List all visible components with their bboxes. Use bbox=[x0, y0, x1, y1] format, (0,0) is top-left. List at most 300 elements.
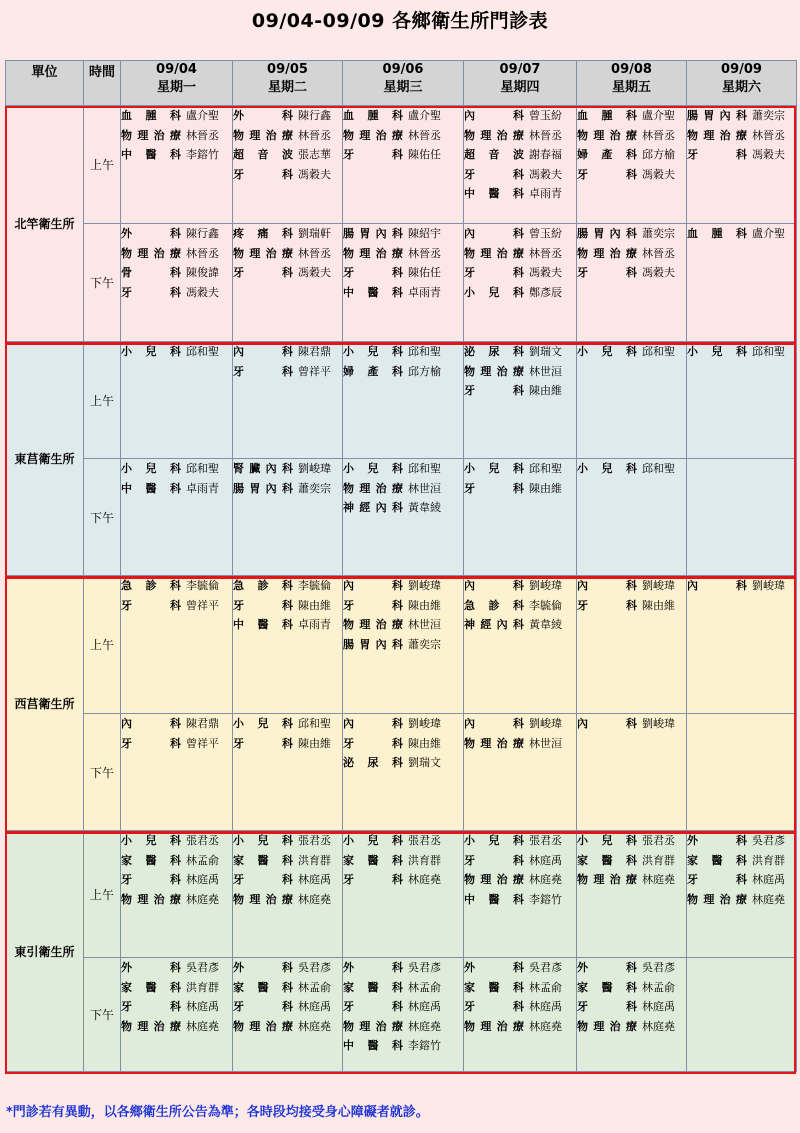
schedule-cell bbox=[577, 958, 687, 1072]
clinic-entry bbox=[121, 145, 232, 165]
doctor-name: 張志華 bbox=[298, 148, 331, 161]
session-row bbox=[6, 459, 797, 576]
clinic-entry bbox=[233, 831, 342, 851]
clinic-entry bbox=[687, 342, 796, 362]
doctor-name: 林世洹 bbox=[408, 481, 441, 495]
department: 小 兒 科 bbox=[121, 462, 181, 475]
doctor-name: 馮穀夫 bbox=[752, 148, 785, 161]
clinic-name: 西莒衛生所 bbox=[6, 576, 84, 831]
department: 牙 科 bbox=[121, 873, 181, 886]
doctor-name: 卓雨青 bbox=[186, 481, 219, 495]
department: 外 科 bbox=[687, 834, 747, 847]
clinic-entry bbox=[464, 342, 576, 362]
clinic-entry bbox=[233, 576, 342, 596]
clinic-entry bbox=[233, 342, 342, 362]
clinic-entry bbox=[233, 870, 342, 890]
header-weekday: 星期五 bbox=[611, 80, 651, 95]
schedule-cell bbox=[577, 342, 687, 459]
schedule-cell bbox=[464, 831, 577, 958]
clinic-entry bbox=[464, 263, 576, 283]
doctor-name: 劉峻瑋 bbox=[529, 579, 562, 592]
schedule-cell bbox=[687, 576, 797, 714]
department: 物理治療 bbox=[464, 364, 524, 378]
clinic-entry bbox=[577, 263, 686, 283]
doctor-name: 林庭禹 bbox=[186, 873, 219, 886]
department: 內 科 bbox=[464, 579, 524, 592]
clinic-entry bbox=[464, 978, 576, 998]
clinic-entry bbox=[687, 126, 796, 146]
schedule-cell bbox=[687, 342, 797, 459]
clinic-entry bbox=[343, 126, 463, 146]
department: 腸胃內科 bbox=[343, 227, 403, 240]
department: 物理治療 bbox=[233, 892, 293, 906]
clinic-entry bbox=[343, 283, 463, 303]
doctor-name: 張君丞 bbox=[642, 834, 675, 847]
clinic-entry bbox=[343, 596, 463, 616]
department: 牙 科 bbox=[577, 167, 637, 181]
department: 物理治療 bbox=[121, 246, 181, 260]
doctor-name: 邱方榆 bbox=[642, 148, 675, 161]
schedule-cell bbox=[233, 831, 343, 958]
clinic-entry bbox=[343, 145, 463, 165]
schedule-cell bbox=[233, 958, 343, 1072]
department: 物理治療 bbox=[121, 892, 181, 906]
clinic-entry bbox=[464, 1017, 576, 1037]
doctor-name: 林庭堯 bbox=[298, 1019, 331, 1033]
department: 小 兒 科 bbox=[577, 834, 637, 847]
department: 牙 科 bbox=[233, 1000, 293, 1013]
clinic-entry bbox=[121, 851, 232, 871]
clinic-entry bbox=[233, 165, 342, 185]
clinic-entry bbox=[687, 870, 796, 890]
doctor-name: 張君丞 bbox=[529, 834, 562, 847]
doctor-name: 陳佑任 bbox=[408, 148, 441, 161]
department: 牙 科 bbox=[343, 266, 403, 279]
clinic-entry bbox=[233, 851, 342, 871]
doctor-name: 洪育群 bbox=[298, 853, 331, 867]
department: 內 科 bbox=[343, 717, 403, 730]
department: 腸胃內科 bbox=[233, 481, 293, 495]
doctor-name: 吳君彥 bbox=[529, 961, 562, 974]
doctor-name: 劉峻瑋 bbox=[298, 462, 331, 475]
clinic-entry bbox=[687, 576, 796, 596]
clinic-entry bbox=[577, 145, 686, 165]
clinic-entry bbox=[233, 263, 342, 283]
header-date: 09/04 bbox=[156, 62, 197, 77]
doctor-name: 馮穀夫 bbox=[298, 167, 331, 181]
clinic-entry bbox=[343, 635, 463, 655]
header-weekday: 星期三 bbox=[383, 80, 423, 95]
clinic-entry bbox=[577, 997, 686, 1017]
department: 牙 科 bbox=[687, 148, 747, 161]
department: 內 科 bbox=[464, 109, 524, 122]
doctor-name: 林晉丞 bbox=[529, 246, 562, 260]
department: 小 兒 科 bbox=[687, 345, 747, 358]
doctor-name: 曾祥平 bbox=[186, 598, 219, 612]
department: 物理治療 bbox=[233, 128, 293, 142]
session-row bbox=[6, 106, 797, 224]
department: 物理治療 bbox=[343, 618, 403, 631]
department: 小 兒 科 bbox=[121, 345, 181, 358]
clinic-entry bbox=[343, 870, 463, 890]
schedule-cell bbox=[464, 576, 577, 714]
department: 牙 科 bbox=[233, 736, 293, 750]
department: 中 醫 科 bbox=[464, 187, 524, 200]
doctor-name: 馮穀夫 bbox=[298, 266, 331, 279]
schedule-cell bbox=[121, 224, 233, 342]
clinic-entry bbox=[343, 224, 463, 244]
doctor-name: 張君丞 bbox=[408, 834, 441, 847]
header-date: 09/05 bbox=[267, 62, 308, 77]
footnote: *門診若有異動，以各鄉衛生所公告為準；各時段均接受身心障礙者就診。 bbox=[6, 1105, 429, 1120]
clinic-entry bbox=[577, 1017, 686, 1037]
clinic-entry bbox=[464, 145, 576, 165]
clinic-entry bbox=[343, 459, 463, 479]
doctor-name: 邱和聖 bbox=[642, 345, 675, 358]
clinic-entry bbox=[233, 615, 342, 635]
doctor-name: 林庭堯 bbox=[529, 873, 562, 886]
clinic-entry bbox=[464, 851, 576, 871]
schedule-cell bbox=[687, 106, 797, 224]
department: 物理治療 bbox=[577, 1019, 637, 1033]
clinic-entry bbox=[233, 890, 342, 910]
header-time: 時間 bbox=[84, 61, 121, 106]
doctor-name: 陳由維 bbox=[529, 481, 562, 495]
doctor-name: 陳由維 bbox=[529, 384, 562, 397]
doctor-name: 邱和聖 bbox=[186, 462, 219, 475]
clinic-entry bbox=[343, 1017, 463, 1037]
clinic-entry bbox=[343, 958, 463, 978]
doctor-name: 陳由維 bbox=[408, 598, 441, 612]
doctor-name: 劉峻瑋 bbox=[642, 717, 675, 730]
clinic-entry bbox=[233, 459, 342, 479]
clinic-entry bbox=[343, 498, 463, 518]
schedule-cell bbox=[233, 224, 343, 342]
clinic-entry bbox=[121, 714, 232, 734]
department: 中 醫 科 bbox=[233, 618, 293, 631]
doctor-name: 林庭禹 bbox=[642, 1000, 675, 1013]
schedule-cell bbox=[343, 576, 464, 714]
header-unit: 單位 bbox=[6, 61, 84, 106]
doctor-name: 陳君鼎 bbox=[186, 717, 219, 730]
schedule-cell bbox=[687, 714, 797, 831]
clinic-block-dongyin bbox=[6, 831, 797, 1072]
doctor-name: 林庭堯 bbox=[642, 1019, 675, 1033]
department: 物理治療 bbox=[343, 246, 403, 260]
department: 小 兒 科 bbox=[233, 834, 293, 847]
doctor-name: 林晉丞 bbox=[298, 246, 331, 260]
clinic-entry bbox=[343, 753, 463, 773]
schedule-cell bbox=[577, 106, 687, 224]
clinic-entry bbox=[233, 224, 342, 244]
doctor-name: 盧介聖 bbox=[186, 109, 219, 122]
department: 物理治療 bbox=[577, 873, 637, 886]
session-row bbox=[6, 224, 797, 342]
doctor-name: 林庭禹 bbox=[529, 853, 562, 867]
clinic-entry bbox=[464, 831, 576, 851]
header-day-1 bbox=[121, 61, 233, 106]
doctor-name: 卓雨青 bbox=[298, 618, 331, 631]
clinic-entry bbox=[233, 126, 342, 146]
department: 牙 科 bbox=[464, 481, 524, 495]
clinic-entry bbox=[343, 244, 463, 264]
department: 內 科 bbox=[121, 717, 181, 730]
department: 物理治療 bbox=[464, 873, 524, 886]
department: 小 兒 科 bbox=[577, 462, 637, 475]
schedule-cell bbox=[233, 459, 343, 576]
clinic-entry bbox=[577, 576, 686, 596]
clinic-entry bbox=[233, 978, 342, 998]
schedule-cell bbox=[577, 224, 687, 342]
schedule-cell bbox=[464, 958, 577, 1072]
department: 牙 科 bbox=[121, 598, 181, 612]
clinic-entry bbox=[577, 244, 686, 264]
clinic-entry bbox=[687, 145, 796, 165]
department: 牙 科 bbox=[343, 873, 403, 886]
session-row bbox=[6, 576, 797, 714]
clinic-entry bbox=[343, 831, 463, 851]
department: 腎臟內科 bbox=[233, 462, 293, 475]
department: 牙 科 bbox=[343, 148, 403, 161]
doctor-name: 林庭禹 bbox=[298, 1000, 331, 1013]
department: 牙 科 bbox=[687, 873, 747, 886]
doctor-name: 馮穀夫 bbox=[529, 167, 562, 181]
department: 外 科 bbox=[121, 961, 181, 974]
clinic-entry bbox=[464, 596, 576, 616]
department: 牙 科 bbox=[343, 598, 403, 612]
department: 小 兒 科 bbox=[343, 834, 403, 847]
clinic-entry bbox=[687, 831, 796, 851]
department: 外 科 bbox=[577, 961, 637, 974]
department: 牙 科 bbox=[464, 266, 524, 279]
session-label: 上午 bbox=[84, 831, 121, 958]
doctor-name: 邱和聖 bbox=[408, 345, 441, 358]
doctor-name: 林晉丞 bbox=[186, 128, 219, 142]
department: 物理治療 bbox=[343, 128, 403, 142]
department: 神經內科 bbox=[343, 501, 403, 514]
department: 牙 科 bbox=[121, 285, 181, 299]
department: 腸胃內科 bbox=[343, 637, 403, 651]
doctor-name: 劉峻瑋 bbox=[752, 579, 785, 592]
department: 急 診 科 bbox=[464, 598, 524, 612]
doctor-name: 劉峻瑋 bbox=[408, 579, 441, 592]
department: 物理治療 bbox=[121, 128, 181, 142]
schedule-cell bbox=[577, 459, 687, 576]
doctor-name: 曾玉紛 bbox=[529, 227, 562, 240]
doctor-name: 盧介聖 bbox=[752, 227, 785, 240]
clinic-entry bbox=[343, 851, 463, 871]
department: 小 兒 科 bbox=[464, 834, 524, 847]
doctor-name: 盧介聖 bbox=[642, 109, 675, 122]
doctor-name: 林庭堯 bbox=[408, 873, 441, 886]
doctor-name: 陳俊諱 bbox=[186, 266, 219, 279]
doctor-name: 吳君彥 bbox=[186, 961, 219, 974]
clinic-entry bbox=[343, 734, 463, 754]
clinic-entry bbox=[233, 734, 342, 754]
doctor-name: 陳紹宇 bbox=[408, 227, 441, 240]
clinic-entry bbox=[577, 459, 686, 479]
clinic-entry bbox=[121, 958, 232, 978]
doctor-name: 吳君彥 bbox=[642, 961, 675, 974]
department: 外 科 bbox=[121, 227, 181, 240]
schedule-cell bbox=[343, 714, 464, 831]
clinic-entry bbox=[464, 958, 576, 978]
department: 泌 尿 科 bbox=[464, 345, 524, 358]
doctor-name: 盧介聖 bbox=[408, 109, 441, 122]
clinic-entry bbox=[343, 978, 463, 998]
department: 小 兒 科 bbox=[464, 462, 524, 475]
department: 家 醫 科 bbox=[577, 980, 637, 994]
department: 家 醫 科 bbox=[121, 980, 181, 994]
clinic-name: 北竿衛生所 bbox=[6, 106, 84, 342]
clinic-entry bbox=[121, 831, 232, 851]
department: 牙 科 bbox=[233, 167, 293, 181]
schedule-cell bbox=[687, 958, 797, 1072]
doctor-name: 林庭堯 bbox=[642, 873, 675, 886]
clinic-entry bbox=[464, 106, 576, 126]
doctor-name: 林庭堯 bbox=[529, 1019, 562, 1033]
schedule-cell bbox=[233, 714, 343, 831]
doctor-name: 馮穀夫 bbox=[642, 266, 675, 279]
department: 內 科 bbox=[577, 717, 637, 730]
doctor-name: 林世洹 bbox=[529, 736, 562, 750]
doctor-name: 卓雨青 bbox=[529, 187, 562, 200]
doctor-name: 陳佑任 bbox=[408, 266, 441, 279]
department: 急 診 科 bbox=[121, 579, 181, 592]
doctor-name: 洪育群 bbox=[186, 980, 219, 994]
header-day-3 bbox=[343, 61, 464, 106]
clinic-entry bbox=[121, 459, 232, 479]
doctor-name: 林庭堯 bbox=[186, 892, 219, 906]
schedule-cell bbox=[121, 106, 233, 224]
clinic-entry bbox=[464, 283, 576, 303]
doctor-name: 林晉丞 bbox=[408, 246, 441, 260]
department: 牙 科 bbox=[343, 1000, 403, 1013]
department: 牙 科 bbox=[233, 598, 293, 612]
doctor-name: 吳君彥 bbox=[298, 961, 331, 974]
department: 小 兒 科 bbox=[121, 834, 181, 847]
doctor-name: 吳君彥 bbox=[752, 834, 785, 847]
clinic-entry bbox=[343, 362, 463, 382]
clinic-entry bbox=[121, 263, 232, 283]
department: 急 診 科 bbox=[233, 579, 293, 592]
clinic-entry bbox=[233, 362, 342, 382]
clinic-entry bbox=[233, 997, 342, 1017]
department: 中 醫 科 bbox=[121, 481, 181, 495]
schedule-cell bbox=[577, 831, 687, 958]
doctor-name: 劉瑞文 bbox=[408, 756, 441, 769]
schedule-cell bbox=[121, 576, 233, 714]
department: 婦 產 科 bbox=[343, 364, 403, 378]
doctor-name: 陳由維 bbox=[298, 598, 331, 612]
doctor-name: 陳行鑫 bbox=[186, 227, 219, 240]
clinic-entry bbox=[464, 224, 576, 244]
department: 內 科 bbox=[464, 717, 524, 730]
clinic-entry bbox=[577, 342, 686, 362]
clinic-entry bbox=[577, 978, 686, 998]
doctor-name: 林庭禹 bbox=[408, 1000, 441, 1013]
schedule-cell bbox=[121, 459, 233, 576]
schedule-cell bbox=[233, 342, 343, 459]
schedule-cell bbox=[121, 714, 233, 831]
department: 牙 科 bbox=[464, 1000, 524, 1013]
doctor-name: 邱和聖 bbox=[408, 462, 441, 475]
clinic-entry bbox=[121, 126, 232, 146]
doctor-name: 洪育群 bbox=[752, 853, 785, 867]
doctor-name: 邱和聖 bbox=[752, 345, 785, 358]
schedule-cell bbox=[464, 342, 577, 459]
department: 腸胃內科 bbox=[687, 109, 747, 122]
clinic-entry bbox=[343, 714, 463, 734]
clinic-entry bbox=[687, 890, 796, 910]
session-label: 上午 bbox=[84, 342, 121, 459]
doctor-name: 謝春福 bbox=[529, 148, 562, 161]
doctor-name: 林庭堯 bbox=[408, 1019, 441, 1033]
schedule-cell bbox=[233, 576, 343, 714]
department: 牙 科 bbox=[121, 1000, 181, 1013]
department: 物理治療 bbox=[577, 128, 637, 142]
clinic-entry bbox=[577, 596, 686, 616]
header-date: 09/08 bbox=[611, 62, 652, 77]
department: 小 兒 科 bbox=[343, 462, 403, 475]
department: 外 科 bbox=[464, 961, 524, 974]
doctor-name: 林庭堯 bbox=[186, 1019, 219, 1033]
clinic-entry bbox=[121, 342, 232, 362]
department: 血 腫 科 bbox=[687, 227, 747, 240]
session-label: 下午 bbox=[84, 958, 121, 1072]
doctor-name: 邱和聖 bbox=[642, 462, 675, 475]
department: 物理治療 bbox=[121, 1019, 181, 1033]
department: 泌 尿 科 bbox=[343, 756, 403, 769]
doctor-name: 林庭禹 bbox=[186, 1000, 219, 1013]
clinic-entry bbox=[577, 870, 686, 890]
clinic-entry bbox=[121, 890, 232, 910]
department: 物理治療 bbox=[687, 128, 747, 142]
clinic-entry bbox=[233, 958, 342, 978]
doctor-name: 邱方榆 bbox=[408, 364, 441, 378]
clinic-entry bbox=[464, 184, 576, 204]
doctor-name: 蕭奕宗 bbox=[752, 109, 785, 122]
doctor-name: 林世洹 bbox=[529, 364, 562, 378]
clinic-entry bbox=[121, 997, 232, 1017]
header-day-6 bbox=[687, 61, 797, 106]
clinic-entry bbox=[464, 734, 576, 754]
clinic-entry bbox=[577, 851, 686, 871]
schedule-cell bbox=[464, 459, 577, 576]
doctor-name: 陳行鑫 bbox=[298, 109, 331, 122]
clinic-entry bbox=[121, 978, 232, 998]
clinic-entry bbox=[464, 870, 576, 890]
department: 小 兒 科 bbox=[464, 285, 524, 299]
clinic-block-dongju bbox=[6, 342, 797, 576]
doctor-name: 林晉丞 bbox=[298, 128, 331, 142]
doctor-name: 洪育群 bbox=[408, 853, 441, 867]
doctor-name: 林晉丞 bbox=[642, 128, 675, 142]
schedule-cell bbox=[121, 342, 233, 459]
clinic-entry bbox=[687, 851, 796, 871]
clinic-entry bbox=[233, 244, 342, 264]
schedule-cell bbox=[343, 106, 464, 224]
doctor-name: 林晉丞 bbox=[642, 246, 675, 260]
clinic-entry bbox=[233, 145, 342, 165]
header-day-5 bbox=[577, 61, 687, 106]
clinic-entry bbox=[343, 342, 463, 362]
doctor-name: 李毓倫 bbox=[529, 598, 562, 612]
department: 內 科 bbox=[464, 227, 524, 240]
department: 婦 產 科 bbox=[577, 148, 637, 161]
doctor-name: 林庭堯 bbox=[298, 892, 331, 906]
schedule-cell bbox=[343, 459, 464, 576]
